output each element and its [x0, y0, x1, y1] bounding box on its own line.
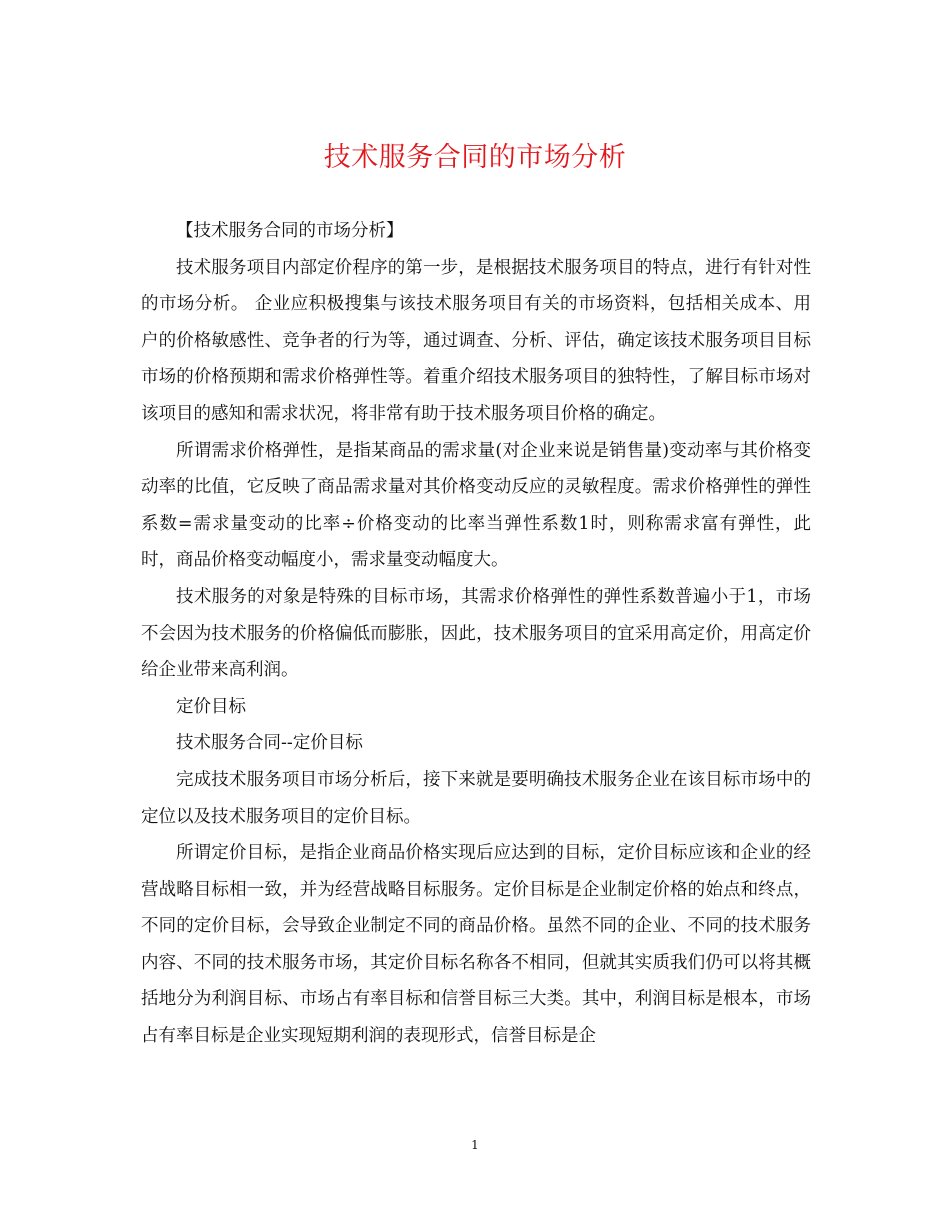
- subheading-contract-pricing-goal: 技术服务合同--定价目标: [176, 733, 363, 754]
- paragraph-positioning: 完成技术服务项目市场分析后，接下来就是要明确技术服务企业在该目标市场中的定位以及技术服务项目的定价目标。: [141, 769, 811, 827]
- paragraph-market-analysis: 技术服务项目内部定价程序的第一步，是根据技术服务项目的特点，进行有针对性的市场分析。 企业应积极搜集与该技术服务项目有关的市场资料，包括相关成本、用户的价格敏感性、竞争者的行为等，通过调查、分析、评估，确定该技术服务项目目标市场的价格预期和需求价格弹性等。着重介绍技术服务项目的独特性，了解目标市场对该项目的感知和需求状况，将非常有助于技术服务项目价格的确定。: [141, 257, 811, 424]
- section-heading: 【技术服务合同的市场分析】: [176, 221, 404, 241]
- subheading-pricing-goal: 定价目标: [176, 696, 246, 717]
- page-number: 1: [471, 1138, 479, 1152]
- document-body: [141, 213, 811, 1055]
- paragraph-price-elasticity: 所谓需求价格弹性，是指某商品的需求量(对企业来说是销售量)变动率与其价格变动率的比值，它反映了商品需求量对其价格变动反应的灵敏程度。需求价格弹性的弹性系数=需求量变动的比率÷价格变动的比率当弹性系数1时，则称需求富有弹性，此时，商品价格变动幅度小，需求量变动幅度大。: [141, 440, 811, 571]
- paragraph-pricing-goals: 所谓定价目标，是指企业商品价格实现后应达到的目标，定价目标应该和企业的经营战略目标相一致，并为经营战略目标服务。定价目标是企业制定价格的始点和终点，不同的定价目标，会导致企业制定不同的商品价格。虽然不同的企业、不同的技术服务内容、不同的技术服务市场，其定价目标名称各不相同，但就其实质我们仍可以将其概括地分为利润目标、市场占有率目标和信誉目标三大类。其中，利润目标是根本，市场占有率目标是企业实现短期利润的表现形式，信誉目标是企: [141, 843, 811, 1047]
- paragraph-target-market: 技术服务的对象是特殊的目标市场，其需求价格弹性的弹性系数普遍小于1，市场不会因为技术服务的价格偏低而膨胀，因此，技术服务项目的宜采用高定价，用高定价给企业带来高利润。: [141, 586, 811, 681]
- document-title: 技术服务合同的市场分析: [323, 142, 627, 173]
